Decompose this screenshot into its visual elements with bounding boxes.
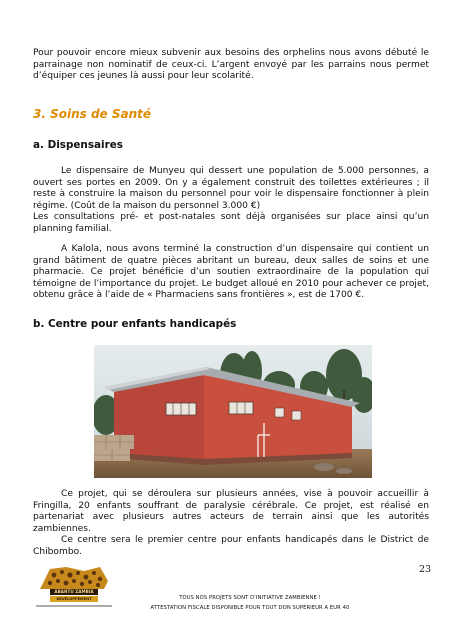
paragraph-munyeu: Le dispensaire de Munyeu qui dessert une population de 5.000 personnes, a ouvert ses portes en 2009. On y a également construit des toilettes extérieures ; il reste à construire la maison du personnel pour voir le dispensaire fonctionner à plein régime. (Coût de la maison du personnel 3.000 €) — [33, 166, 429, 211]
paragraph-consultations: Les consultations pré- et post-natales sont déjà organisées sur place ainsi qu’un planning familial. — [33, 212, 429, 234]
subsection-b-title: b. Centre pour enfants handicapés — [33, 318, 237, 330]
subsection-a-title: a. Dispensaires — [33, 139, 123, 151]
logo-tagline: DEVELOPPEMENT — [56, 597, 92, 601]
abantu-zambia-logo — [36, 563, 112, 609]
paragraph-chibombo: Ce centre sera le premier centre pour enfants handicapés dans le District de Chibombo. — [33, 535, 429, 557]
paragraph-kalola: A Kalola, nous avons terminé la construction d’un dispensaire qui contient un grand bâtiment de quatre pièces abritant un bureau, deux salles de soins et une pharmacie. Ce projet bénéficie d’un soutien extraordinaire de la population qui témoigne de l’importance du projet. Le budget alloué en 2010 pour achever ce projet, obtenu grâce à l’aide de « Pharmaciens sans frontières », est de 1700 €. — [33, 244, 429, 301]
page-number: 23 — [419, 564, 432, 575]
building-photo — [94, 345, 372, 478]
paragraph-fringilla: Ce projet, qui se déroulera sur plusieurs années, vise à pouvoir accueillir à Fringilla, 20 enfants souffrant de paralysie cérébrale. Ce projet, est réalisé en partenariat avec plusieurs autres acteurs de terrain ainsi que les autorités zambiennes. — [33, 489, 429, 534]
footer-initiative: TOUS NOS PROJETS SONT D’INITIATIVE ZAMBIENNE ! — [179, 595, 321, 601]
footer-tax-note: ATTESTATION FISCALE DISPONIBLE POUR TOUT DON SUPERIEUR A EUR 40 — [150, 605, 350, 611]
section-title: 3. Soins de Santé — [33, 107, 152, 121]
logo-name: ABANTU ZAMBIA — [54, 589, 94, 594]
intro-paragraph: Pour pouvoir encore mieux subvenir aux besoins des orphelins nous avons débuté le parrainage non nominatif de ceux-ci. L’argent envoyé par les parrains nous permet d’équiper ces jeunes là aussi pour leur scolarité. — [33, 48, 429, 82]
